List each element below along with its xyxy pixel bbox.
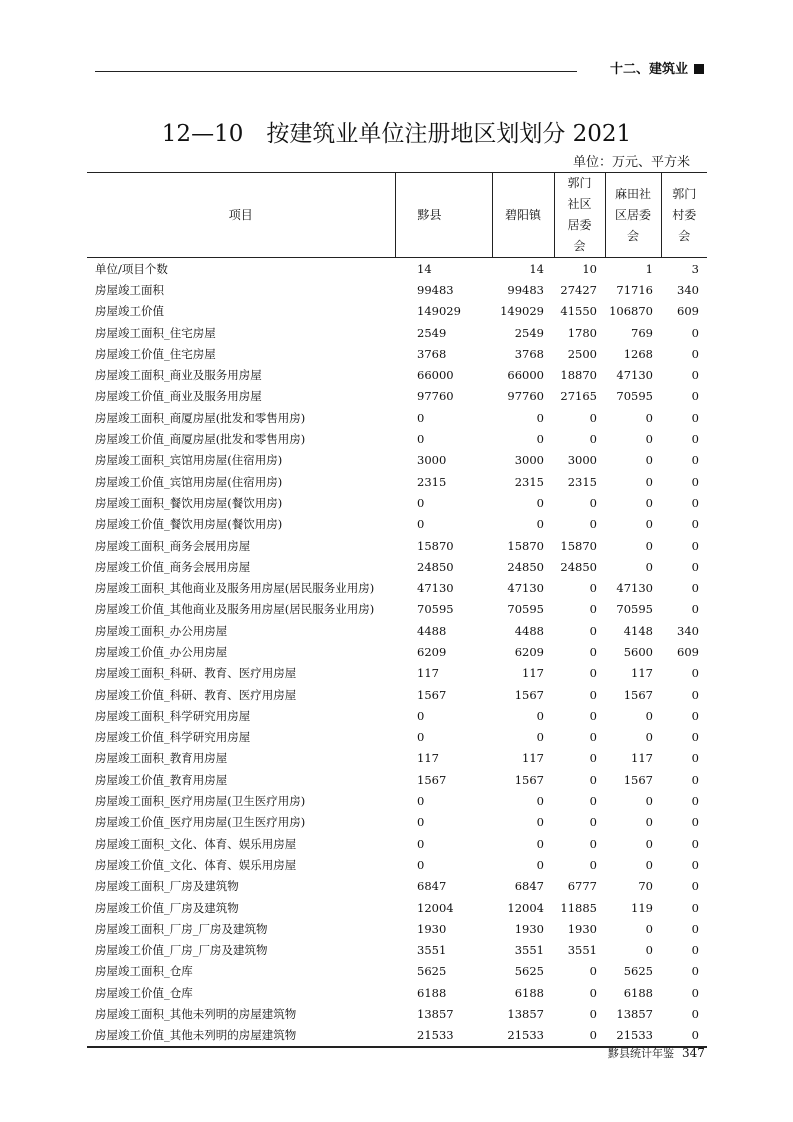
- table-row: [87, 556, 707, 577]
- cell-value: 117: [417, 751, 439, 766]
- cell-value: 3768: [514, 346, 544, 361]
- cell-value: 0: [589, 666, 597, 681]
- cell-value: 0: [417, 857, 425, 872]
- cell-value: 0: [536, 410, 544, 425]
- row-label: 房屋竣工价值_其他商业及服务用房屋(居民服务业用房): [95, 602, 375, 617]
- table-row: [87, 301, 707, 322]
- cell-value: 1567: [623, 687, 653, 702]
- cell-value: 0: [691, 900, 699, 915]
- cell-value: 0: [691, 517, 699, 532]
- cell-value: 12004: [507, 900, 544, 915]
- cell-value: 4488: [417, 623, 447, 638]
- table-row: [87, 343, 707, 364]
- row-label: 房屋竣工面积: [95, 282, 164, 297]
- cell-value: 0: [589, 432, 597, 447]
- cell-value: 2315: [567, 474, 597, 489]
- cell-value: 21533: [395, 1025, 492, 1047]
- cell-value: 1268: [623, 346, 653, 361]
- cell-value: 3551: [514, 943, 544, 958]
- cell-value: 1930: [514, 921, 544, 936]
- table-row: [87, 727, 707, 748]
- cell-value: 0: [691, 879, 699, 894]
- cell-value: 0: [645, 538, 653, 553]
- cell-value: 6188: [623, 985, 653, 1000]
- cell-value: 0: [691, 410, 699, 425]
- cell-value: 13857: [417, 1007, 454, 1022]
- cell-value: 0: [589, 495, 597, 510]
- table-row: [87, 940, 707, 961]
- row-label: 房屋竣工价值_商业及服务用房屋: [95, 389, 262, 404]
- table-header-row: [87, 173, 707, 258]
- cell-value: 0: [536, 794, 544, 809]
- table-row: [87, 620, 707, 641]
- cell-value: 0: [589, 985, 597, 1000]
- row-label: 房屋竣工价值_教育用房屋: [95, 772, 228, 787]
- cell-value: 0: [589, 836, 597, 851]
- page-number: 347: [682, 1046, 705, 1060]
- cell-value: 0: [589, 730, 597, 745]
- cell-value: 70595: [616, 389, 653, 404]
- table-row: [87, 918, 707, 939]
- cell-value: 1: [645, 261, 653, 276]
- cell-value: 609: [677, 644, 699, 659]
- cell-value: 0: [417, 708, 425, 723]
- cell-value: 27165: [560, 389, 597, 404]
- cell-value: 0: [536, 836, 544, 851]
- table-row: [87, 514, 707, 535]
- cell-value: 0: [589, 517, 597, 532]
- cell-value: 6847: [417, 879, 447, 894]
- row-label: 房屋竣工面积_文化、体育、娱乐用房屋: [95, 836, 297, 851]
- cell-value: 0: [691, 495, 699, 510]
- cell-value: 0: [691, 474, 699, 489]
- table-row: [87, 599, 707, 620]
- table-row: [87, 876, 707, 897]
- cell-value: 0: [536, 432, 544, 447]
- statistics-table: [87, 172, 707, 1048]
- table-row: [87, 386, 707, 407]
- cell-value: 11885: [560, 900, 597, 915]
- cell-value: 1567: [514, 772, 544, 787]
- cell-value: 0: [417, 794, 425, 809]
- row-label: 房屋竣工面积_其他未列明的房屋建筑物: [95, 1007, 297, 1022]
- cell-value: 0: [691, 389, 699, 404]
- cell-value: 47130: [507, 581, 544, 596]
- cell-value: 0: [589, 708, 597, 723]
- cell-value: 1567: [623, 772, 653, 787]
- cell-value: 1930: [417, 921, 447, 936]
- cell-value: 340: [677, 623, 699, 638]
- cell-value: 0: [589, 602, 597, 617]
- cell-value: 0: [691, 602, 699, 617]
- cell-value: 117: [522, 666, 544, 681]
- cell-value: 21533: [605, 1025, 661, 1047]
- table-row: [87, 450, 707, 471]
- cell-value: 117: [631, 666, 653, 681]
- cell-value: 2549: [514, 325, 544, 340]
- cell-value: 149029: [417, 304, 461, 319]
- table-row: [87, 833, 707, 854]
- cell-value: 0: [691, 943, 699, 958]
- cell-value: 1780: [567, 325, 597, 340]
- cell-value: 2500: [567, 346, 597, 361]
- cell-value: 3000: [567, 453, 597, 468]
- cell-value: 0: [589, 964, 597, 979]
- table-row: [87, 322, 707, 343]
- cell-value: 0: [417, 410, 425, 425]
- row-label: 房屋竣工面积_科研、教育、医疗用房屋: [95, 666, 297, 681]
- cell-value: 119: [631, 900, 653, 915]
- cell-value: 5625: [623, 964, 653, 979]
- cell-value: 0: [645, 794, 653, 809]
- section-header: [610, 58, 704, 77]
- table-row: [87, 748, 707, 769]
- cell-value: 0: [691, 1007, 699, 1022]
- cell-value: 0: [691, 453, 699, 468]
- section-label: 十二、建筑业: [610, 62, 689, 77]
- table-row: [87, 812, 707, 833]
- table-row: [87, 279, 707, 300]
- cell-value: 70595: [616, 602, 653, 617]
- cell-value: 0: [417, 815, 425, 830]
- row-label: 房屋竣工价值_餐饮用房屋(餐饮用房): [95, 517, 283, 532]
- cell-value: 0: [645, 432, 653, 447]
- page-footer: [608, 1045, 705, 1061]
- col-header-matian-community: 麻田社区居委会: [605, 173, 661, 258]
- cell-value: 6209: [417, 644, 447, 659]
- cell-value: 0: [417, 836, 425, 851]
- cell-value: 12004: [417, 900, 454, 915]
- cell-value: 0: [691, 325, 699, 340]
- cell-value: 4488: [514, 623, 544, 638]
- page-title: 12—10 按建筑业单位注册地区划划分 2021: [161, 121, 632, 147]
- cell-value: 66000: [417, 368, 454, 383]
- row-label: 房屋竣工面积_厂房_厂房及建筑物: [95, 921, 268, 936]
- row-label: 房屋竣工面积_科学研究用房屋: [95, 708, 251, 723]
- table-row: [87, 428, 707, 449]
- cell-value: 0: [645, 730, 653, 745]
- row-label: 房屋竣工价值_办公用房屋: [95, 644, 228, 659]
- table-row: [87, 492, 707, 513]
- cell-value: 0: [645, 708, 653, 723]
- row-label: 房屋竣工价值_文化、体育、娱乐用房屋: [95, 857, 297, 872]
- cell-value: 70595: [417, 602, 454, 617]
- cell-value: 0: [645, 857, 653, 872]
- cell-value: 97760: [417, 389, 454, 404]
- cell-value: 47130: [616, 368, 653, 383]
- cell-value: 13857: [507, 1007, 544, 1022]
- cell-value: 609: [677, 304, 699, 319]
- cell-value: 6188: [514, 985, 544, 1000]
- cell-value: 0: [691, 921, 699, 936]
- row-label: 房屋竣工面积_住宅房屋: [95, 325, 216, 340]
- cell-value: 47130: [417, 581, 454, 596]
- footer-book-title: 黟县统计年鉴: [608, 1047, 674, 1060]
- cell-value: 70: [638, 879, 653, 894]
- row-label: 房屋竣工价值_商厦房屋(批发和零售用房): [95, 432, 306, 447]
- cell-value: 0: [554, 1025, 605, 1047]
- row-label: 房屋竣工价值_其他未列明的房屋建筑物: [87, 1025, 395, 1047]
- cell-value: 6777: [567, 879, 597, 894]
- table-row: [87, 407, 707, 428]
- cell-value: 10: [582, 261, 597, 276]
- row-label: 房屋竣工价值_厂房_厂房及建筑物: [95, 943, 268, 958]
- row-label: 房屋竣工价值_科研、教育、医疗用房屋: [95, 687, 297, 702]
- cell-value: 0: [691, 964, 699, 979]
- cell-value: 0: [589, 623, 597, 638]
- cell-value: 0: [691, 985, 699, 1000]
- table-row: [87, 364, 707, 385]
- cell-value: 0: [691, 666, 699, 681]
- cell-value: 6188: [417, 985, 447, 1000]
- cell-value: 0: [589, 1007, 597, 1022]
- cell-value: 0: [417, 495, 425, 510]
- cell-value: 13857: [616, 1007, 653, 1022]
- cell-value: 0: [661, 1025, 707, 1047]
- cell-value: 3: [691, 261, 699, 276]
- cell-value: 0: [417, 730, 425, 745]
- row-label: 房屋竣工价值_住宅房屋: [95, 346, 216, 361]
- cell-value: 0: [645, 815, 653, 830]
- cell-value: 3000: [514, 453, 544, 468]
- row-label: 房屋竣工面积_仓库: [95, 964, 193, 979]
- table-row: [87, 705, 707, 726]
- cell-value: 15870: [507, 538, 544, 553]
- cell-value: 14: [417, 261, 432, 276]
- cell-value: 0: [589, 794, 597, 809]
- table-row: [87, 769, 707, 790]
- table-row: [87, 982, 707, 1003]
- cell-value: 0: [645, 495, 653, 510]
- cell-value: 1567: [514, 687, 544, 702]
- cell-value: 0: [536, 708, 544, 723]
- cell-value: 0: [691, 346, 699, 361]
- col-header-guomen-village: 郭门村委会: [661, 173, 707, 258]
- cell-value: 0: [589, 687, 597, 702]
- cell-value: 5625: [417, 964, 447, 979]
- cell-value: 2315: [514, 474, 544, 489]
- table-row: [87, 684, 707, 705]
- cell-value: 15870: [417, 538, 454, 553]
- row-label: 房屋竣工面积_宾馆用房屋(住宿用房): [95, 453, 283, 468]
- cell-value: 3000: [417, 453, 447, 468]
- table-row: [87, 897, 707, 918]
- cell-value: 21533: [492, 1025, 554, 1047]
- cell-value: 0: [691, 432, 699, 447]
- cell-value: 0: [691, 857, 699, 872]
- row-label: 房屋竣工面积_办公用房屋: [95, 623, 228, 638]
- row-label: 房屋竣工面积_厂房及建筑物: [95, 879, 239, 894]
- unit-note: 单位：万元、平方米: [573, 155, 691, 170]
- cell-value: 340: [677, 282, 699, 297]
- cell-value: 0: [691, 368, 699, 383]
- table-row: [87, 471, 707, 492]
- table-row: [87, 854, 707, 875]
- row-label: 房屋竣工价值_商务会展用房屋: [95, 559, 251, 574]
- table-row: [87, 663, 707, 684]
- cell-value: 3551: [417, 943, 447, 958]
- cell-value: 27427: [560, 282, 597, 297]
- cell-value: 0: [691, 836, 699, 851]
- table-row: [87, 577, 707, 598]
- table-row: [87, 1025, 707, 1047]
- cell-value: 0: [645, 474, 653, 489]
- cell-value: 0: [691, 772, 699, 787]
- cell-value: 0: [645, 836, 653, 851]
- cell-value: 0: [589, 857, 597, 872]
- cell-value: 0: [691, 794, 699, 809]
- cell-value: 0: [589, 644, 597, 659]
- cell-value: 0: [691, 581, 699, 596]
- col-header-biyang: 碧阳镇: [492, 173, 554, 258]
- row-label: 房屋竣工面积_商厦房屋(批发和零售用房): [95, 410, 306, 425]
- row-label: 单位/项目个数: [95, 261, 168, 276]
- cell-value: 2315: [417, 474, 447, 489]
- table-row: [87, 790, 707, 811]
- cell-value: 0: [645, 453, 653, 468]
- cell-value: 71716: [616, 282, 653, 297]
- cell-value: 3551: [567, 943, 597, 958]
- cell-value: 0: [589, 410, 597, 425]
- table-row: [87, 1003, 707, 1024]
- col-header-item: 项目: [87, 173, 395, 258]
- cell-value: 0: [536, 857, 544, 872]
- cell-value: 41550: [560, 304, 597, 319]
- square-bullet-icon: [694, 64, 704, 74]
- cell-value: 47130: [616, 581, 653, 596]
- cell-value: 1930: [567, 921, 597, 936]
- cell-value: 0: [691, 730, 699, 745]
- cell-value: 0: [645, 410, 653, 425]
- cell-value: 0: [417, 432, 425, 447]
- table-body: [87, 258, 707, 1047]
- row-label: 房屋竣工价值_科学研究用房屋: [95, 730, 251, 745]
- cell-value: 18870: [560, 368, 597, 383]
- cell-value: 24850: [507, 559, 544, 574]
- cell-value: 117: [417, 666, 439, 681]
- cell-value: 0: [645, 921, 653, 936]
- cell-value: 0: [691, 708, 699, 723]
- cell-value: 0: [417, 517, 425, 532]
- cell-value: 0: [589, 815, 597, 830]
- row-label: 房屋竣工面积_教育用房屋: [95, 751, 228, 766]
- row-label: 房屋竣工面积_医疗用房屋(卫生医疗用房): [95, 794, 306, 809]
- cell-value: 99483: [507, 282, 544, 297]
- cell-value: 3768: [417, 346, 447, 361]
- row-label: 房屋竣工面积_其他商业及服务用房屋(居民服务业用房): [95, 581, 375, 596]
- row-label: 房屋竣工价值_仓库: [95, 985, 193, 1000]
- cell-value: 1567: [417, 687, 447, 702]
- row-label: 房屋竣工价值_宾馆用房屋(住宿用房): [95, 474, 283, 489]
- cell-value: 4148: [623, 623, 653, 638]
- cell-value: 0: [645, 943, 653, 958]
- row-label: 房屋竣工面积_商业及服务用房屋: [95, 368, 262, 383]
- cell-value: 0: [536, 730, 544, 745]
- cell-value: 117: [522, 751, 544, 766]
- cell-value: 0: [536, 517, 544, 532]
- col-header-yixian: 黟县: [395, 173, 492, 258]
- col-header-guomen-community: 郭门社区居委会: [554, 173, 605, 258]
- table-row: [87, 641, 707, 662]
- cell-value: 0: [536, 815, 544, 830]
- cell-value: 0: [589, 581, 597, 596]
- cell-value: 99483: [417, 282, 454, 297]
- cell-value: 2549: [417, 325, 447, 340]
- cell-value: 117: [631, 751, 653, 766]
- row-label: 房屋竣工价值: [95, 304, 164, 319]
- cell-value: 5600: [623, 644, 653, 659]
- cell-value: 149029: [500, 304, 544, 319]
- row-label: 房屋竣工面积_商务会展用房屋: [95, 538, 251, 553]
- cell-value: 1567: [417, 772, 447, 787]
- cell-value: 106870: [609, 304, 653, 319]
- cell-value: 0: [691, 815, 699, 830]
- cell-value: 0: [536, 495, 544, 510]
- cell-value: 0: [691, 538, 699, 553]
- cell-value: 0: [691, 751, 699, 766]
- cell-value: 0: [645, 559, 653, 574]
- row-label: 房屋竣工面积_餐饮用房屋(餐饮用房): [95, 495, 283, 510]
- cell-value: 97760: [507, 389, 544, 404]
- cell-value: 5625: [514, 964, 544, 979]
- table-row: [87, 258, 707, 280]
- cell-value: 14: [529, 261, 544, 276]
- cell-value: 15870: [560, 538, 597, 553]
- cell-value: 0: [691, 559, 699, 574]
- cell-value: 24850: [560, 559, 597, 574]
- cell-value: 66000: [507, 368, 544, 383]
- cell-value: 0: [645, 517, 653, 532]
- table-row: [87, 535, 707, 556]
- cell-value: 0: [589, 751, 597, 766]
- cell-value: 0: [691, 687, 699, 702]
- row-label: 房屋竣工价值_医疗用房屋(卫生医疗用房): [95, 815, 306, 830]
- row-label: 房屋竣工价值_厂房及建筑物: [95, 900, 239, 915]
- cell-value: 6847: [514, 879, 544, 894]
- cell-value: 6209: [514, 644, 544, 659]
- cell-value: 769: [631, 325, 653, 340]
- header-rule: [95, 71, 577, 72]
- cell-value: 24850: [417, 559, 454, 574]
- cell-value: 70595: [507, 602, 544, 617]
- cell-value: 0: [589, 772, 597, 787]
- table-row: [87, 961, 707, 982]
